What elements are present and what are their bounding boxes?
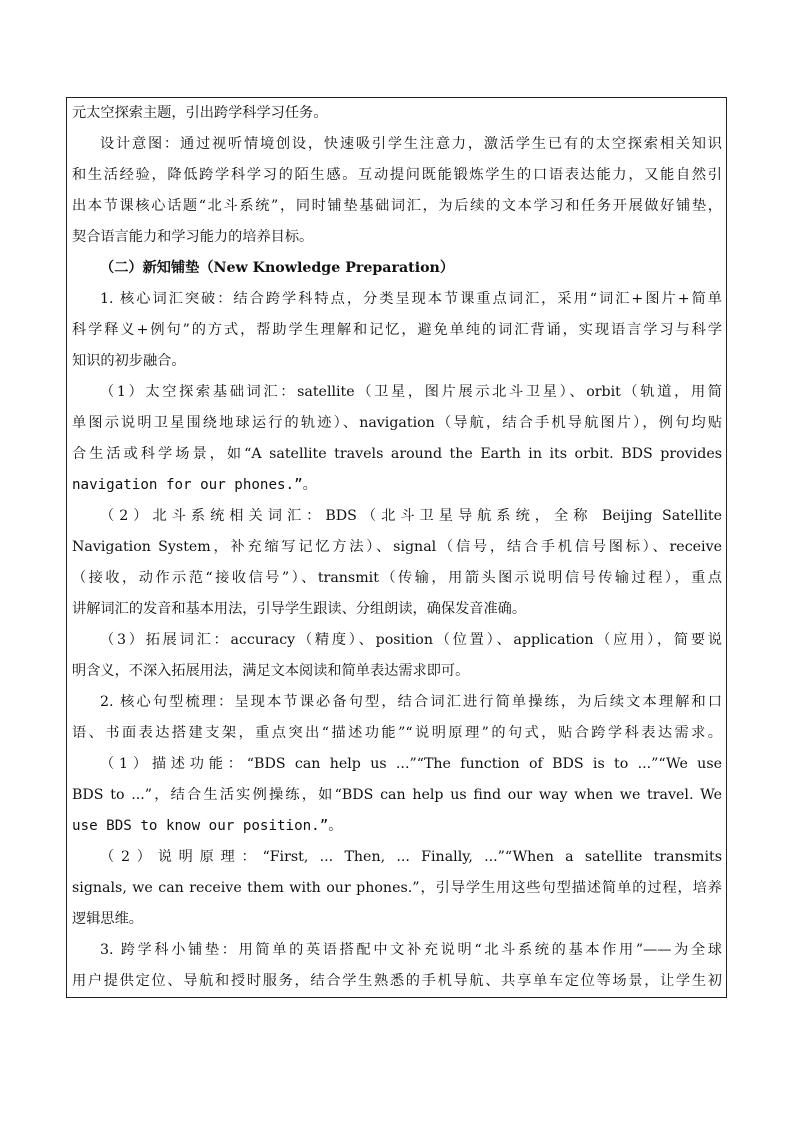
text-line: （1）描述功能：“BDS can help us ...”“The function of BDS is to ...”“We use — [100, 756, 722, 772]
text-line: 知识的初步融合。 — [72, 353, 186, 369]
text-line: 明含义，不深入拓展用法，满足文本阅读和简单表达需求即可。 — [72, 663, 470, 679]
design-intent-paragraph: 设计意图：通过视听情境创设，快速吸引学生注意力，激活学生已有的太空探索相关知识 — [100, 136, 722, 152]
text-line: BDS to ...”，结合生活实例操练，如“BDS can help us find our way when we travel. We — [72, 787, 722, 803]
text-line: （接收，动作示范“接收信号”）、transmit（传输，用箭头图示说明信号传输过程），重点 — [72, 570, 722, 586]
lesson-plan-table-cell — [66, 97, 727, 998]
text-line: 讲解词汇的发音和基本用法，引导学生跟读、分组朗读，确保发音准确。 — [72, 601, 527, 617]
text-line: 1. 核心词汇突破：结合跨学科特点，分类呈现本节课重点词汇，采用“词汇+图片+简单 — [100, 291, 722, 307]
text-line: 和生活经验，降低跨学科学习的陌生感。互动提问既能锻炼学生的口语表达能力，又能自然引 — [72, 167, 722, 183]
text-line: 科学释义+例句”的方式，帮助学生理解和记忆，避免单纯的词汇背诵，实现语言学习与科学 — [72, 322, 722, 338]
text-line: 契合语言能力和学习能力的培养目标。 — [72, 229, 314, 245]
section-heading: （二）新知铺垫（New Knowledge Preparation） — [100, 260, 455, 276]
text-line: 元太空探索主题，引出跨学科学习任务。 — [72, 105, 328, 121]
text-line: 3. 跨学科小铺垫：用简单的英语搭配中文补充说明“北斗系统的基本作用”——为全球 — [100, 942, 722, 958]
text-line: （3）拓展词汇：accuracy（精度）、position（位置）、application（应用），简要说 — [100, 632, 722, 648]
text-line: 单图示说明卫星围绕地球运行的轨迹）、navigation（导航，结合手机导航图片），例句均贴 — [72, 415, 722, 431]
text-line: use BDS to know our position.”。 — [72, 818, 343, 834]
text-line: 合生活或科学场景，如“A satellite travels around the Earth in its orbit. BDS provides — [72, 446, 722, 462]
text-line: Navigation System，补充缩写记忆方法）、signal（信号，结合手机信号图标）、receive — [72, 539, 722, 555]
text-line: 2. 核心句型梳理：呈现本节课必备句型，结合词汇进行简单操练，为后续文本理解和口 — [100, 694, 722, 710]
text-line: （2）说明原理：“First, ... Then, ... Finally, ...”“When a satellite transmits — [100, 849, 722, 865]
text-line: （1）太空探索基础词汇：satellite（卫星，图片展示北斗卫星）、orbit（轨道，用简 — [100, 384, 722, 400]
text-line: signals, we can receive them with our phones.”，引导学生用这些句型描述简单的过程，培养 — [72, 880, 722, 896]
text-line: 用户提供定位、导航和授时服务，结合学生熟悉的手机导航、共享单车定位等场景，让学生初 — [72, 973, 722, 989]
text-line: navigation for our phones.”。 — [72, 477, 317, 493]
text-line: （2）北斗系统相关词汇：BDS（北斗卫星导航系统，全称 Beijing Satellite — [100, 508, 722, 524]
text-line: 出本节课核心话题“北斗系统”，同时铺垫基础词汇，为后续的文本学习和任务开展做好铺垫， — [72, 198, 722, 214]
text-line: 逻辑思维。 — [72, 911, 143, 927]
text-line: 语、书面表达搭建支架，重点突出“描述功能”“说明原理”的句式，贴合跨学科表达需求。 — [72, 725, 722, 741]
